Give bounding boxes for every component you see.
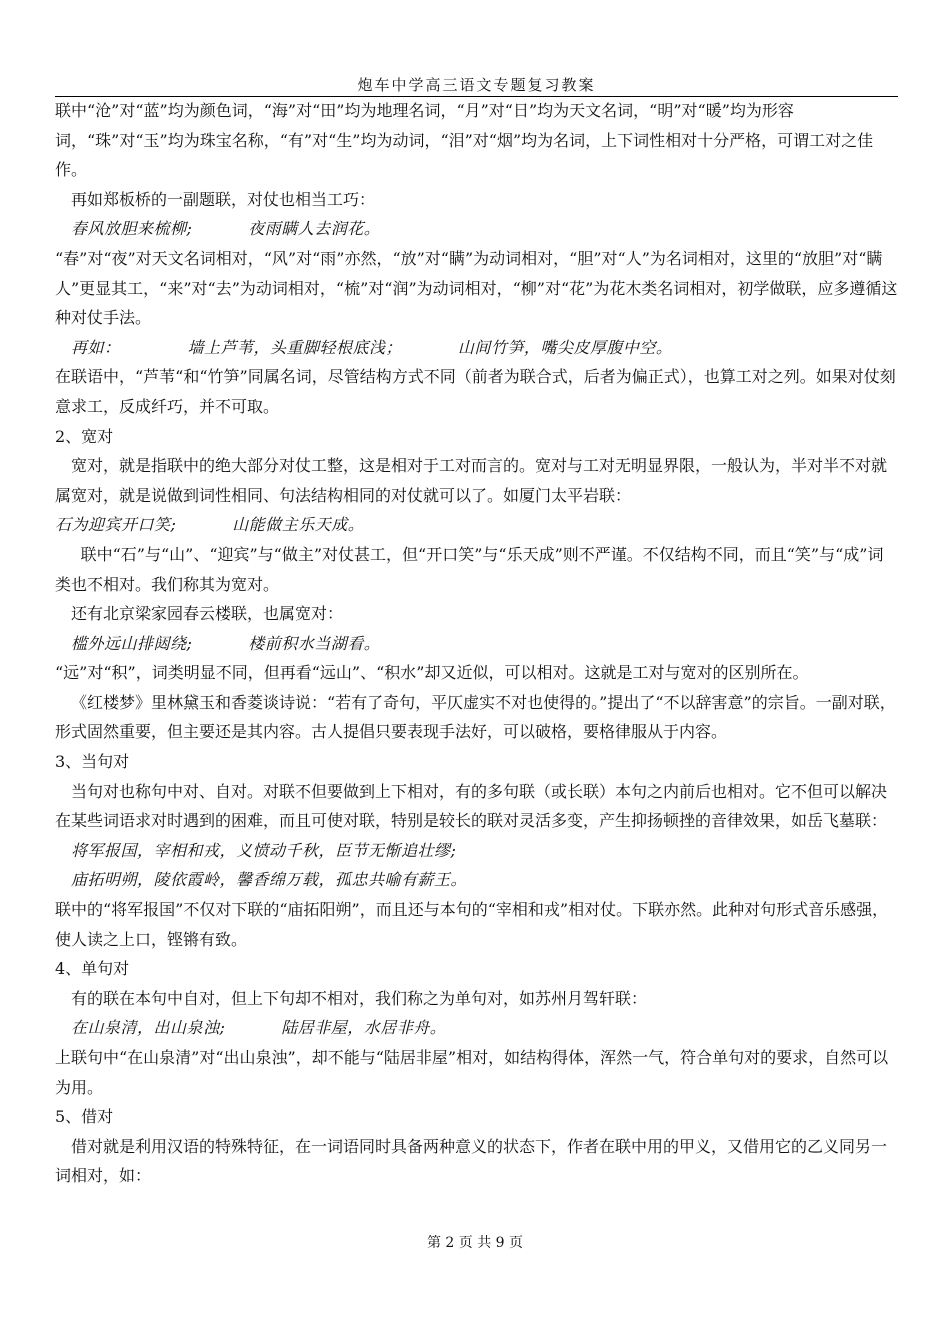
paragraph: 有的联在本句中自对，但上下句却不相对，我们称之为单句对，如苏州月驾轩联： bbox=[71, 988, 648, 1008]
paragraph: 还有北京梁家园春云楼联，也属宽对： bbox=[71, 604, 344, 624]
couplet-line: 再如： 墙上芦苇，头重脚轻根底浅； 山间竹笋，嘴尖皮厚腹中空。 bbox=[71, 337, 673, 357]
page-footer: 第 2 页 共 9 页 bbox=[426, 1235, 524, 1251]
paragraph: 当句对也称句中对、自对。对联不但要做到上下相对，有的多句联（或长联）本句之内前后也相对。它不但可以解决在某些词语求对时遇到的困难，而且可使对联，特别是较长的联对灵活多变，产生抑扬顿挫的音律效果，如岳飞墓联： bbox=[55, 781, 888, 831]
couplet-line: 春风放胆来梳柳; 夜雨瞒人去润花。 bbox=[71, 219, 381, 239]
paragraph: 联中“沧”对“蓝”均为颜色词，“海”对“田”均为地理名词，“月”对“日”均为天文名词，“明”对“暖”均为形容词，“珠”对“玉”均为珠宝名称，“有”对“生”均为动词，“泪”对“烟”均为名词，上下词性相对十分严格，可谓工对之佳作。 bbox=[55, 101, 874, 180]
paragraph: 2、宽对 bbox=[55, 426, 114, 446]
paragraph: 联中“石”与“山”、“迎宾”与“做主”对仗甚工，但“开口笑”与“乐天成”则不严谨。不仅结构不同，而且“笑”与“成”词类也不相对。我们称其为宽对。 bbox=[55, 544, 884, 594]
couplet-line: 在山泉清，出山泉浊; 陆居非屋，水居非舟。 bbox=[71, 1018, 447, 1038]
paragraph: 上联句中“在山泉清”对“出山泉浊”，却不能与“陆居非屋”相对，如结构得体，浑然一气，符合单句对的要求，自然可以为用。 bbox=[55, 1048, 889, 1097]
couplet-line: 将军报国，宰相和戎，义愤动千秋，臣节无惭追壮缪; bbox=[71, 840, 457, 860]
paragraph: 借对就是利用汉语的特殊特征，在一词语同时具备两种意义的状态下，作者在联中用的甲义，又借用它的乙义同另一词相对，如： bbox=[55, 1136, 888, 1186]
paragraph: “远”对“积”，词类明显不同，但再看“远山”、“积水”却又近似，可以相对。这就是工对与宽对的区别所在。 bbox=[55, 663, 809, 683]
paragraph: 3、当句对 bbox=[55, 752, 130, 772]
paragraph: 4、单句对 bbox=[55, 959, 130, 979]
paragraph: “春”对“夜”对天文名词相对，“风”对“雨”亦然，“放”对“瞒”为动词相对，“胆”对“人”为名词相对，这里的“放胆”对“瞒人”更显其工，“来”对“去”为动词相对，“梳”对“润”为动词相对，“柳”对“花”为花木类名词相对，初学做联，应多遵循这种对仗手法。 bbox=[55, 248, 898, 328]
paragraph: 在联语中，“芦苇“和“竹笋”同属名词，尽管结构方式不同（前者为联合式，后者为偏正式），也算工对之列。如果对仗刻意求工，反成纤巧，并不可取。 bbox=[55, 367, 896, 416]
document-body bbox=[55, 96, 898, 1191]
paragraph: 再如郑板桥的一副题联，对仗也相当工巧： bbox=[71, 189, 376, 209]
couplet-line: 石为迎宾开口笑; 山能做主乐天成。 bbox=[55, 515, 365, 535]
paragraph: 宽对，就是指联中的绝大部分对仗工整，这是相对于工对而言的。宽对与工对无明显界限，一般认为，半对半不对就属宽对，就是说做到词性相同、句法结构相同的对仗就可以了。如厦门太平岩联： bbox=[55, 456, 888, 505]
couplet-line: 庙拓明朔，陵依霞岭，馨香绵万载，孤忠共喻有薪王。 bbox=[71, 870, 468, 890]
paragraph: 联中的“将军报国”不仅对下联的“庙拓阳朔”，而且还与本句的“宰相和戎”相对仗。下联亦然。此种对句形式音乐感强，使人读之上口，铿锵有致。 bbox=[55, 900, 889, 949]
paragraph: 《红楼梦》里林黛玉和香菱谈诗说：“若有了奇句，平仄虚实不对也使得的。”提出了“不以辞害意”的宗旨。一副对联，形式固然重要，但主要还是其内容。古人提倡只要表现手法好，可以破格，要格律服从于内容。 bbox=[55, 692, 896, 742]
page-header: 炮车中学高三语文专题复习教案 bbox=[55, 74, 898, 97]
paragraph: 5、借对 bbox=[55, 1107, 114, 1127]
couplet-line: 槛外远山排闼绕; 楼前积水当湖看。 bbox=[71, 633, 381, 653]
